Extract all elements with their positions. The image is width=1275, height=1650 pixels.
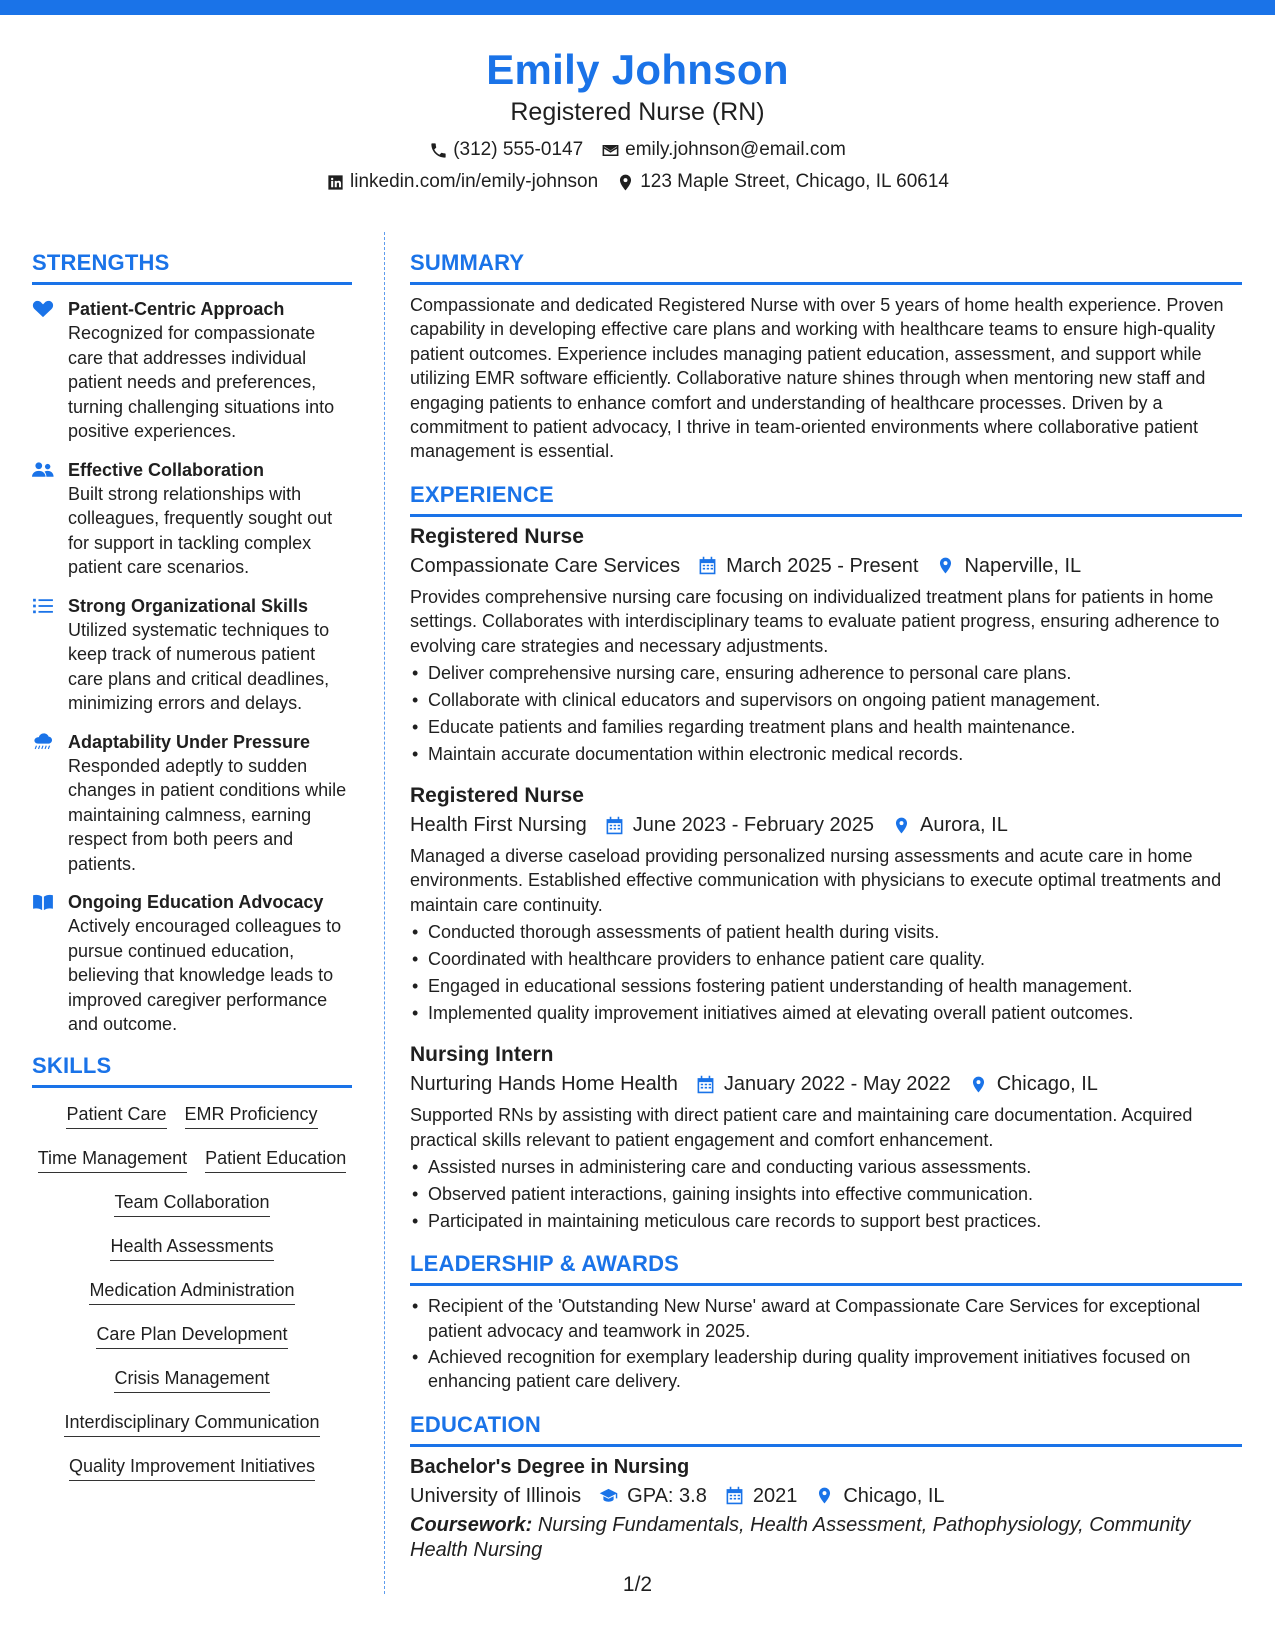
bullet-item: • Participated in maintaining meticulous care records to support best practices. (410, 1208, 1242, 1235)
job-meta (410, 1069, 1242, 1099)
bullet-item: • Coordinated with healthcare providers to enhance patient care quality. (410, 946, 1242, 973)
column-divider (384, 232, 385, 1594)
contact-line-2 (0, 170, 1275, 194)
skill-tag: Team Collaboration (114, 1190, 269, 1217)
job-bullets (410, 919, 1242, 1027)
skill-tag: Quality Improvement Initiatives (69, 1454, 315, 1481)
job-bullets (410, 660, 1242, 768)
job-dates: June 2023 - February 2025 (632, 814, 874, 837)
job-company: Health First Nursing (410, 814, 587, 837)
skills-section (32, 1051, 352, 1481)
bullet-item: • Observed patient interactions, gaining insights into effective communication. (410, 1181, 1242, 1208)
coursework-text: Nursing Fundamentals, Health Assessment, Pathophysiology, Community Health Nursing (410, 1513, 1191, 1561)
skill-tag: Interdisciplinary Communication (64, 1410, 319, 1437)
phone-icon (429, 141, 448, 160)
section-rule (32, 282, 352, 285)
skill-tag: Patient Care (66, 1102, 166, 1129)
awards-section (410, 1249, 1242, 1394)
job-location: Aurora, IL (920, 814, 1008, 837)
job-description: Managed a diverse caseload providing personalized nursing assessments and acute care in home environments. Established effective communication with physicians to execute optimal treatments and maintain care continuity. (410, 846, 1222, 915)
bullet-item: • Engaged in educational sessions fostering patient understanding of health management. (410, 973, 1242, 1000)
job-company: Compassionate Care Services (410, 554, 681, 577)
cloud-rain-icon (32, 733, 54, 751)
contact-phone[interactable] (429, 138, 583, 162)
job-entry (410, 1041, 1242, 1235)
skill-tag: Health Assessments (110, 1234, 273, 1261)
section-rule (32, 1085, 352, 1088)
top-accent-bar (0, 0, 1275, 15)
bullet-item: • Educate patients and families regarding treatment plans and health maintenance. (410, 714, 1242, 741)
strengths-section (32, 248, 352, 1037)
skill-tag: Medication Administration (89, 1278, 294, 1305)
job-title: Registered Nurse (410, 784, 584, 808)
job-description: Supported RNs by assisting with direct patient care and maintaining care documentation. Acquired practical skills relevant to patient engagement and comfort enhancement. (410, 1105, 1193, 1150)
experience-section (410, 480, 1242, 1235)
strength-title: Strong Organizational Skills (68, 595, 309, 616)
job-entry (410, 523, 1242, 768)
section-title-awards: LEADERSHIP & AWARDS (410, 1251, 680, 1277)
job-entry (410, 782, 1242, 1027)
candidate-name: Emily Johnson (486, 46, 789, 93)
map-pin-icon (892, 816, 911, 835)
edu-year: 2021 (752, 1484, 798, 1507)
strength-title: Patient-Centric Approach (68, 299, 285, 319)
edu-gpa: GPA: 3.8 (627, 1484, 707, 1507)
strength-item (32, 594, 352, 716)
edu-school: University of Illinois (410, 1484, 582, 1507)
job-meta (410, 551, 1242, 581)
section-title-education: EDUCATION (410, 1411, 541, 1437)
section-rule (410, 1283, 1242, 1286)
edu-meta (410, 1481, 1242, 1511)
job-title: Nursing Intern (410, 1043, 554, 1067)
graduation-cap-icon (599, 1486, 618, 1505)
job-bullets (410, 1154, 1242, 1235)
bullet-item: • Implemented quality improvement initiatives aimed at elevating overall patient outcomes. (410, 1000, 1242, 1027)
job-description: Provides comprehensive nursing care focusing on individualized treatment plans for patients in home settings. Collaborates with interdisciplinary teams to evaluate patient progress, ensuring adherence to evolving care strategies and necessary adjustments. (410, 586, 1220, 656)
calendar-icon (605, 816, 624, 835)
education-section (410, 1410, 1242, 1563)
strength-item (32, 458, 352, 580)
map-pin-icon (936, 556, 955, 575)
section-title-experience: EXPERIENCE (410, 481, 554, 507)
bullet-item: • Conducted thorough assessments of patient health during visits. (410, 919, 1242, 946)
edu-degree: Bachelor's Degree in Nursing (410, 1455, 690, 1478)
strength-title: Effective Collaboration (68, 459, 265, 480)
contact-linkedin[interactable] (326, 170, 598, 194)
map-pin-icon (616, 173, 635, 192)
address-text: 123 Maple Street, Chicago, IL 60614 (640, 171, 949, 192)
candidate-role: Registered Nurse (RN) (510, 98, 765, 126)
job-location: Chicago, IL (996, 1073, 1098, 1096)
map-pin-icon (969, 1075, 988, 1094)
job-dates: March 2025 - Present (726, 554, 919, 577)
skill-tag: EMR Proficiency (185, 1102, 318, 1129)
strength-desc: Built strong relationships with colleagues, frequently sought out for support in tackling complex patient care scenarios. (68, 483, 333, 577)
contact-line-1 (0, 138, 1275, 162)
job-dates: January 2022 - May 2022 (723, 1073, 951, 1096)
bullet-item: • Collaborate with clinical educators and supervisors on ongoing patient management. (410, 687, 1242, 714)
calendar-icon (696, 1075, 715, 1094)
strength-item (32, 890, 352, 1037)
skill-tag: Care Plan Development (96, 1322, 287, 1349)
awards-list (410, 1294, 1242, 1394)
bullet-item: • Deliver comprehensive nursing care, ensuring adherence to personal care plans. (410, 660, 1242, 687)
skill-tag: Time Management (38, 1146, 187, 1173)
resume-header (0, 44, 1275, 194)
envelope-icon (601, 141, 620, 160)
calendar-icon (725, 1486, 744, 1505)
section-rule (410, 282, 1242, 285)
strength-title: Adaptability Under Pressure (68, 731, 311, 752)
users-icon (32, 461, 54, 479)
bullet-item: • Maintain accurate documentation within electronic medical records. (410, 741, 1242, 768)
strength-desc: Utilized systematic techniques to keep track of numerous patient care plans and critical deadlines, minimizing errors and delays. (68, 619, 330, 713)
section-rule (410, 514, 1242, 517)
contact-address (616, 170, 949, 194)
strength-item (32, 730, 352, 877)
coursework-label: Coursework: (410, 1513, 533, 1536)
strength-desc: Actively encouraged colleagues to pursue continued education, believing that knowledge leads to improved caregiver performance and outcome. (68, 916, 342, 1034)
job-company: Nurturing Hands Home Health (410, 1073, 678, 1096)
skills-list (32, 1100, 352, 1481)
section-title-summary: SUMMARY (410, 250, 525, 275)
skill-tag: Patient Education (205, 1146, 346, 1173)
section-title-strengths: STRENGTHS (32, 250, 170, 275)
award-item: • Achieved recognition for exemplary leadership during quality improvement initiatives focused on enhancing patient care delivery. (410, 1345, 1242, 1394)
award-item: • Recipient of the 'Outstanding New Nurse' award at Compassionate Care Services for exceptional patient advocacy and teamwork in 2025. (410, 1294, 1242, 1343)
right-column (410, 248, 1242, 1563)
email-text: emily.johnson@email.com (625, 139, 846, 160)
strength-desc: Responded adeptly to sudden changes in patient conditions while maintaining calmness, earning respect from both peers and patients. (68, 755, 347, 874)
map-pin-icon (815, 1486, 834, 1505)
list-icon (32, 597, 54, 615)
book-open-icon (32, 893, 54, 911)
strength-title: Ongoing Education Advocacy (68, 892, 324, 912)
edu-location: Chicago, IL (843, 1484, 945, 1507)
summary-text: Compassionate and dedicated Registered Nurse with over 5 years of home health experience. Proven capability in developing effective care plans and working with healthcare teams to ensure high-quality patient outcomes. Experience includes managing patient education, assessment, and support while utilizing EMR software efficiently. Collaborative nature shines through when mentoring new staff and engaging patients to enhance comfort and understanding of healthcare processes. Driven by a commitment to patient advocacy, I thrive in team-oriented environments where collaborative patient management is essential. (410, 295, 1224, 462)
edu-coursework (410, 1513, 1242, 1563)
strength-desc: Recognized for compassionate care that addresses individual patient needs and preferences, turning challenging situations into positive experiences. (68, 323, 335, 441)
contact-email[interactable] (601, 138, 846, 162)
linkedin-text: linkedin.com/in/emily-johnson (350, 171, 599, 192)
phone-text: (312) 555-0147 (453, 139, 584, 160)
heart-icon (32, 300, 54, 318)
strength-item (32, 297, 352, 444)
calendar-icon (698, 556, 717, 575)
skill-tag: Crisis Management (114, 1366, 269, 1393)
section-rule (410, 1444, 1242, 1447)
section-title-skills: SKILLS (32, 1052, 112, 1078)
bullet-item: • Assisted nurses in administering care and conducting various assessments. (410, 1154, 1242, 1181)
job-location: Naperville, IL (964, 554, 1082, 577)
left-column (32, 248, 352, 1481)
linkedin-icon (326, 173, 345, 192)
page-indicator: 1/2 (622, 1573, 653, 1596)
summary-section (410, 248, 1242, 464)
job-title: Registered Nurse (410, 524, 584, 548)
job-meta (410, 810, 1242, 840)
